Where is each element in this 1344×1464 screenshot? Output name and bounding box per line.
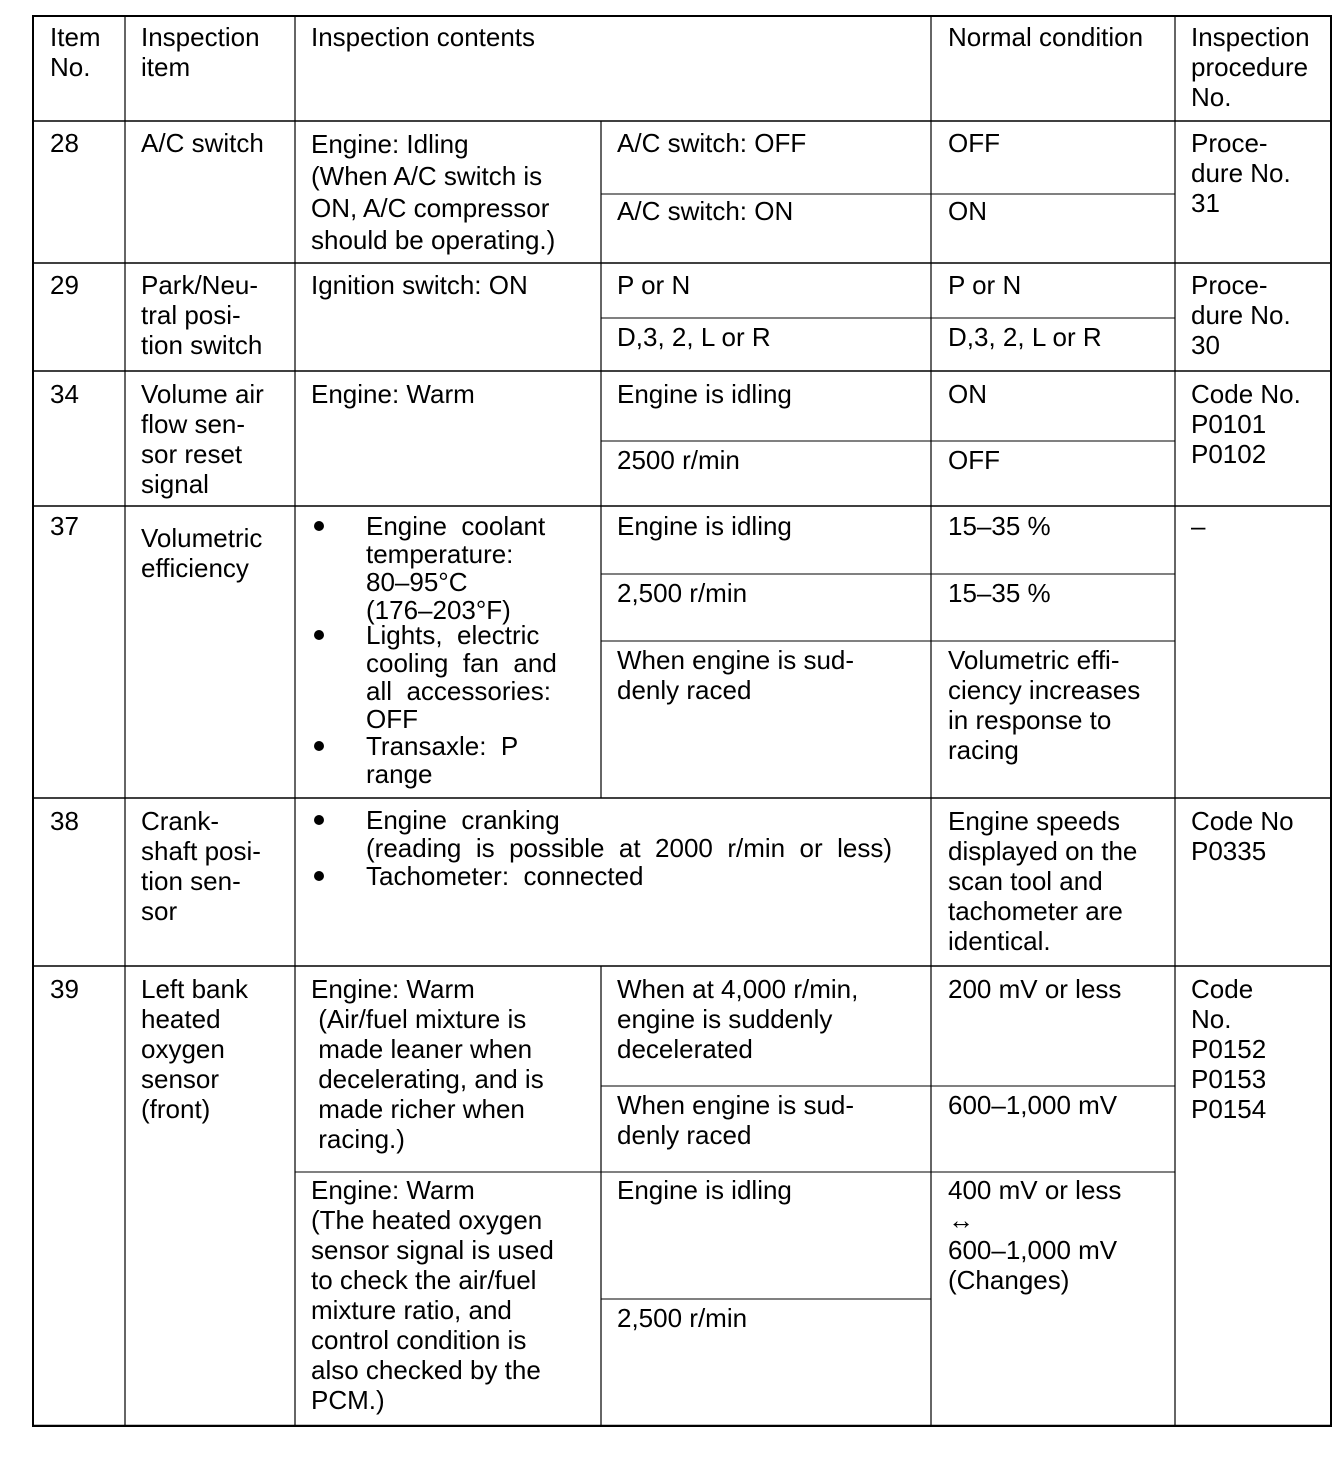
row-28-procedure: Proce- dure No. 31 (1191, 128, 1291, 218)
row-37-normal-3: Volumetric effi- ciency increases in response to racing (948, 645, 1141, 765)
row-28-no: 28 (50, 128, 79, 158)
bullet-icon (314, 871, 324, 881)
row-39-cond-1: When at 4,000 r/min, engine is suddenly decelerated (617, 974, 859, 1064)
row-37-bullet-1: Engine coolant temperature: 80–95°C (176–203°F) (366, 511, 546, 625)
row-39-normal-2: 600–1,000 mV (948, 1090, 1118, 1120)
row-34-cond-1: Engine is idling (617, 379, 792, 409)
row-28-item: A/C switch (141, 128, 264, 158)
inspection-table (32, 15, 1332, 1427)
row-28-normal-2: ON (948, 196, 987, 226)
row-39-procedure: Code No. P0152 P0153 P0154 (1191, 974, 1267, 1124)
row-39-normal-1: 200 mV or less (948, 974, 1122, 1004)
bullet-icon (314, 741, 324, 751)
row-29-normal-2: D,3, 2, L or R (948, 322, 1102, 352)
row-37-normal-2: 15–35 % (948, 578, 1051, 608)
header-inspection-contents: Inspection contents (311, 22, 536, 52)
row-39-cond-3: Engine is idling (617, 1175, 792, 1205)
row-38-bullet-1: Engine cranking (reading is possible at 2000 r/min or less) (366, 805, 893, 863)
bullet-icon (314, 815, 324, 825)
row-39-no: 39 (50, 974, 79, 1004)
row-37-cond-2: 2,500 r/min (617, 578, 748, 608)
header-procedure-no: Inspection procedure No. (1191, 22, 1310, 112)
row-28-normal-1: OFF (948, 128, 1000, 158)
row-38-normal: Engine speeds displayed on the scan tool and tachometer are identical. (948, 806, 1138, 956)
row-37-no: 37 (50, 511, 79, 541)
row-29-procedure: Proce- dure No. 30 (1191, 270, 1291, 360)
row-38-item: Crank- shaft posi- tion sen- sor (141, 806, 261, 926)
row-39-cond-4: 2,500 r/min (617, 1303, 748, 1333)
bullet-icon (314, 521, 324, 531)
row-29-cond-1: P or N (617, 270, 691, 300)
row-39-cond-2: When engine is sud- denly raced (617, 1090, 855, 1150)
row-29-cond-2: D,3, 2, L or R (617, 322, 771, 352)
row-28-contents: Engine: Idling (When A/C switch is ON, A/C compressor should be operating.) (311, 129, 556, 255)
row-37-cond-3: When engine is sud- denly raced (617, 645, 855, 705)
row-37-procedure: – (1191, 511, 1206, 541)
row-38-bullet-2: Tachometer: connected (366, 861, 644, 891)
row-28-cond-1: A/C switch: OFF (617, 128, 807, 158)
row-29-normal-1: P or N (948, 270, 1022, 300)
row-37-normal-1: 15–35 % (948, 511, 1051, 541)
row-29-contents: Ignition switch: ON (311, 270, 528, 300)
header-inspection-item: Inspection item (141, 22, 260, 82)
row-37-item: Volumetric efficiency (141, 523, 263, 583)
row-38-procedure: Code No P0335 (1191, 806, 1294, 866)
row-34-normal-2: OFF (948, 445, 1000, 475)
row-34-item: Volume air flow sen- sor reset signal (141, 379, 264, 499)
row-39-item: Left bank heated oxygen sensor (front) (141, 974, 248, 1124)
row-28-cond-2: A/C switch: ON (617, 196, 794, 226)
bullet-icon (314, 630, 324, 640)
row-29-no: 29 (50, 270, 79, 300)
row-34-contents: Engine: Warm (311, 379, 475, 409)
row-39-contents-2: Engine: Warm (The heated oxygen sensor signal is used to check the air/fuel mixture ratio, and control condition is also checked by the PCM.) (311, 1175, 554, 1415)
row-34-normal-1: ON (948, 379, 987, 409)
row-37-bullet-2: Lights, electric cooling fan and all accessories: OFF (366, 620, 557, 734)
header-item-no: Item No. (50, 22, 101, 82)
row-39-contents-1: Engine: Warm (Air/fuel mixture is made leaner when decelerating, and is made richer when racing.) (311, 974, 544, 1154)
row-39-normal-3: 400 mV or less ↔ 600–1,000 mV (Changes) (948, 1175, 1122, 1295)
header-normal-condition: Normal condition (948, 22, 1144, 52)
row-34-no: 34 (50, 379, 79, 409)
row-37-cond-1: Engine is idling (617, 511, 792, 541)
row-38-no: 38 (50, 806, 79, 836)
row-37-bullet-3: Transaxle: P range (366, 731, 519, 789)
row-34-cond-2: 2500 r/min (617, 445, 740, 475)
row-34-procedure: Code No. P0101 P0102 (1191, 379, 1301, 469)
bullets (314, 521, 324, 881)
row-29-item: Park/Neu- tral posi- tion switch (141, 270, 263, 360)
